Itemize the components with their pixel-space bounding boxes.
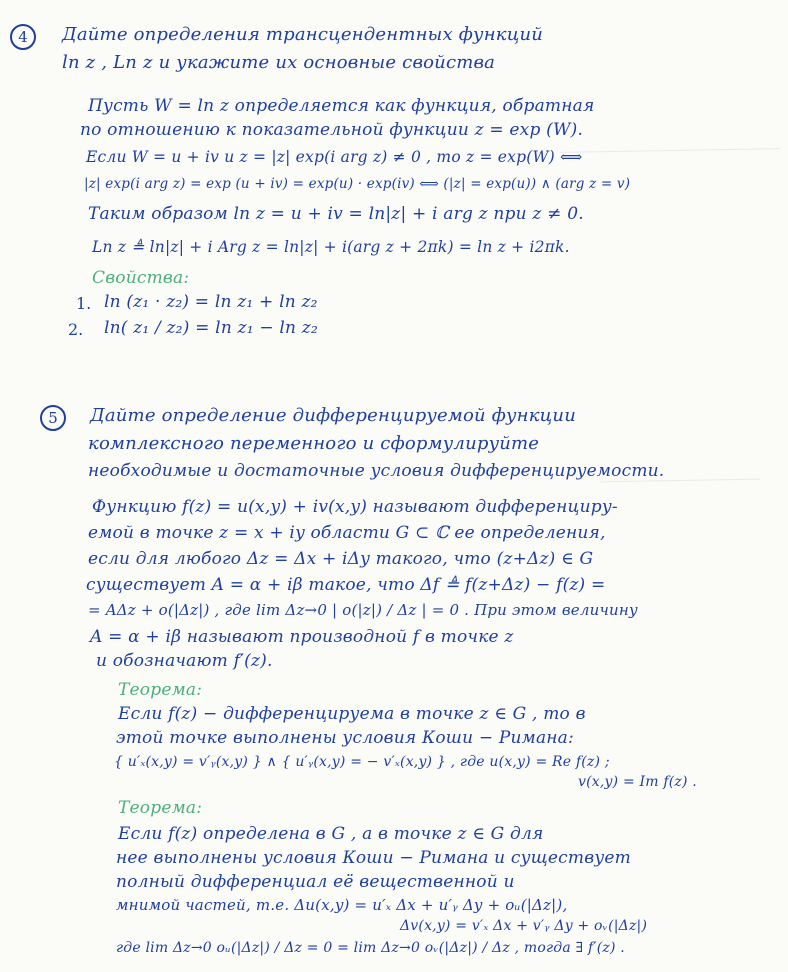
section-4-text-line: Таким образом ln z = u + iv = ln|z| + i arg z при z ≠ 0. [88, 204, 584, 224]
section-4-heading-line-1: Дайте определения трансцендентных функций [62, 24, 544, 45]
section-5-text-line: и обозначают f′(z). [96, 651, 273, 671]
theorem-2-line: Если f(z) определена в G , а в точке z ∈ G для [118, 824, 544, 844]
section-4-formula-line: Ln z ≜ ln|z| + i Arg z = ln|z| + i(arg z + 2πk) = ln z + i2πk. [92, 238, 570, 256]
theorem-2-title: Теорема: [118, 798, 203, 818]
bleed-through-mark [560, 148, 780, 154]
theorem-2-line: мнимой частей, т.е. Δu(x,y) = u′ₓ Δx + u′ᵧ Δy + oᵤ(|Δz|), [116, 896, 568, 914]
property-number: 2. [68, 320, 84, 339]
property-text: ln (z₁ · z₂) = ln z₁ + ln z₂ [104, 292, 318, 312]
section-number-4: 4 [10, 24, 36, 50]
theorem-1-line: { u′ₓ(x,y) = v′ᵧ(x,y) } ∧ { u′ᵧ(x,y) = − v′ₓ(x,y) } , где u(x,y) = Re f(z) ; [114, 754, 610, 770]
section-5-text-line: существует A = α + iβ такое, что Δf ≜ f(z+Δz) − f(z) = [86, 575, 606, 595]
property-text: ln( z₁ / z₂) = ln z₁ − ln z₂ [104, 318, 318, 338]
theorem-2-line: Δv(x,y) = v′ₓ Δx + v′ᵧ Δy + oᵥ(|Δz|) [400, 918, 648, 934]
section-5-heading-line-3: необходимые и достаточные условия дифференцируемости. [88, 461, 665, 481]
section-5-text-line: Функцию f(z) = u(x,y) + iv(x,y) называют дифференциру- [92, 497, 618, 517]
section-4-heading-line-2: ln z , Ln z и укажите их основные свойства [62, 52, 496, 73]
section-4-text-line: Пусть W = ln z определяется как функция, обратная [88, 96, 595, 116]
theorem-1-title: Теорема: [118, 680, 203, 700]
theorem-1-line: Если f(z) − дифференцируема в точке z ∈ G , то в [118, 704, 586, 724]
section-5-heading-line-2: комплексного переменного и сформулируйте [88, 433, 540, 454]
theorem-2-line: где lim Δz→0 oᵤ(|Δz|) / Δz = 0 = lim Δz→0 oᵥ(|Δz|) / Δz , тогда ∃ f′(z) . [116, 940, 625, 956]
section-5-text-line: = AΔz + o(|Δz|) , где lim Δz→0 | o(|z|) / Δz | = 0 . При этом величину [88, 601, 638, 619]
theorem-2-line: нее выполнены условия Коши − Римана и существует [116, 848, 631, 868]
section-4-text-line: Если W = u + iv и z = |z| exp(i arg z) ≠ 0 , то z = exp(W) ⟺ [86, 148, 583, 166]
property-number: 1. [76, 294, 92, 313]
section-4-text-line: |z| exp(i arg z) = exp (u + iv) = exp(u) · exp(iv) ⟺ (|z| = exp(u)) ∧ (arg z = v) [84, 176, 631, 192]
section-4-properties-title: Свойства: [92, 268, 190, 288]
theorem-1-line: v(x,y) = Im f(z) . [578, 774, 697, 790]
section-number-5: 5 [40, 405, 66, 431]
section-5-heading-line-1: Дайте определение дифференцируемой функции [90, 405, 576, 426]
theorem-1-line: этой точке выполнены условия Коши − Римана: [116, 728, 574, 748]
section-5-text-line: A = α + iβ называют производной f в точке z [90, 627, 514, 647]
theorem-2-line: полный дифференциал её вещественной и [116, 872, 515, 892]
section-4-text-line: по отношению к показательной функции z = exp (W). [80, 120, 584, 140]
section-5-text-line: если для любого Δz = Δx + iΔy такого, что (z+Δz) ∈ G [88, 549, 594, 569]
section-5-text-line: емой в точке z = x + iy области G ⊂ ℂ ее определения, [88, 523, 606, 543]
